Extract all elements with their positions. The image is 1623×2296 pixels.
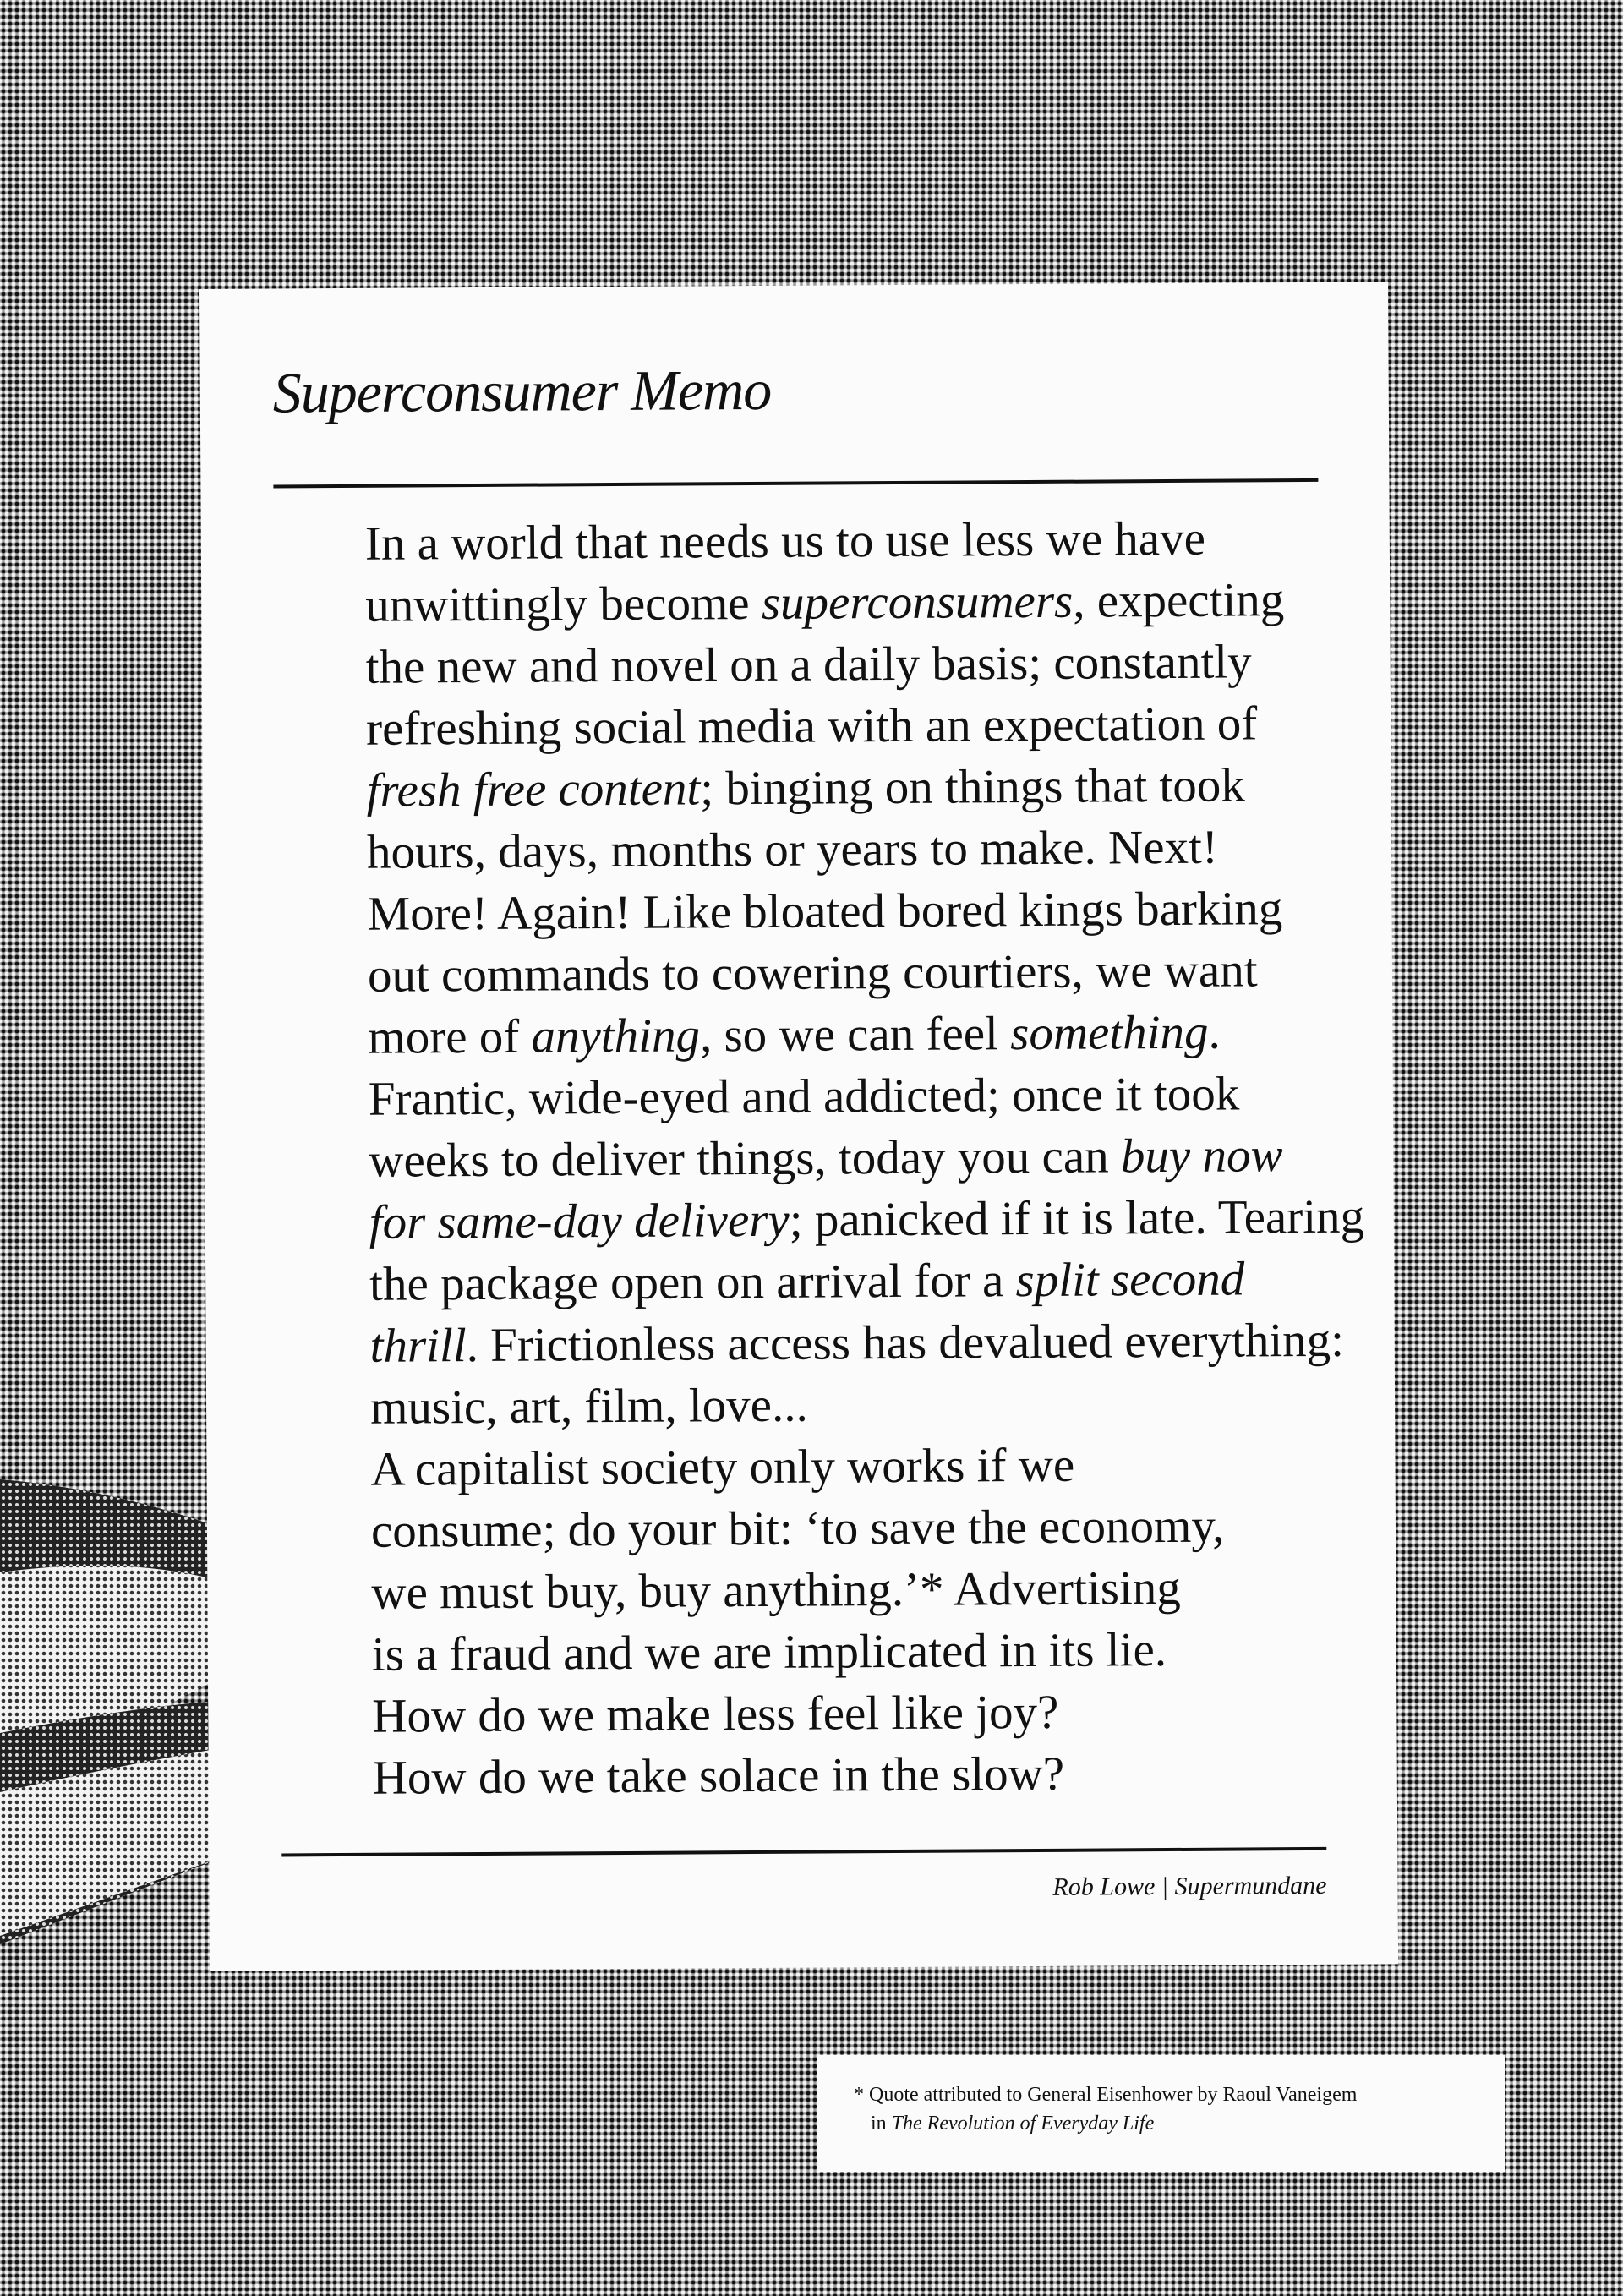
emphasis: split second — [1015, 1252, 1245, 1308]
text-span: the new and novel on a daily basis; constantly — [365, 635, 1252, 694]
book-title: The Revolution of Everyday Life — [891, 2113, 1155, 2135]
emphasis: for same-day delivery — [369, 1193, 790, 1249]
text-span: ; panicked if it is late. Tearing — [789, 1189, 1365, 1247]
emphasis: superconsumers — [761, 574, 1074, 630]
text-line: A capitalist society only works if we — [370, 1438, 1075, 1496]
text-span: ; binging on things that took — [700, 758, 1245, 816]
text-span: Frantic, wide-eyed and addicted; once it took — [368, 1067, 1240, 1126]
memo-card — [199, 282, 1398, 1971]
text-span: refreshing social media with an expectation of — [365, 697, 1258, 756]
text-span: music, art, film, love... — [369, 1378, 808, 1435]
bottom-divider — [281, 1847, 1326, 1857]
text-line: consume; do your bit: ‘to save the economy, — [370, 1499, 1225, 1558]
text-span: out commands to cowering courtiers, we want — [367, 943, 1258, 1003]
text-span: weeks to deliver things, today you can — [369, 1129, 1122, 1188]
emphasis: thrill — [369, 1319, 467, 1373]
footnote-line-2 — [854, 2109, 1488, 2138]
text-span: . — [1208, 1005, 1221, 1059]
text-span: More! Again! Like bloated bored kings barking — [367, 882, 1283, 941]
signature: Rob Lowe | Supermundane — [1052, 1871, 1327, 1901]
paragraph-2 — [270, 1063, 1365, 1440]
paragraph-3 — [272, 1433, 1340, 1810]
text-span: so we can feel — [712, 1007, 1011, 1063]
memo-title: Superconsumer Memo — [272, 357, 772, 425]
text-span: , expecting — [1073, 573, 1285, 628]
footnote-box — [817, 2055, 1505, 2172]
memo-body — [267, 507, 1365, 1810]
text-line: How do we make less feel like joy? — [372, 1685, 1059, 1743]
emphasis: buy now — [1120, 1129, 1283, 1184]
emphasis: fresh free content — [366, 762, 701, 817]
text-span: the package open on arrival for a — [369, 1254, 1016, 1311]
text-line: How do we take solace in the slow? — [372, 1747, 1065, 1805]
text-line: we must buy, buy anything.’* Advertising — [371, 1561, 1181, 1620]
text-span: hours, days, months or years to make. Next! — [366, 820, 1219, 879]
emphasis: something — [1009, 1005, 1209, 1061]
text-span: unwittingly become — [365, 576, 762, 632]
text-span: more of — [368, 1009, 532, 1064]
emphasis: anything, — [531, 1009, 713, 1063]
paragraph-1 — [267, 507, 1336, 1069]
text-span: In a world that needs us to use less we have — [364, 511, 1206, 571]
footnote-line-1: * Quote attributed to General Eisenhower by Raoul Vaneigem — [854, 2084, 1358, 2106]
text-line: is a fraud and we are implicated in its lie. — [371, 1623, 1167, 1681]
top-divider — [273, 478, 1318, 489]
text-span: in — [871, 2113, 892, 2135]
text-span: . Frictionless access has devalued everything: — [466, 1313, 1345, 1373]
